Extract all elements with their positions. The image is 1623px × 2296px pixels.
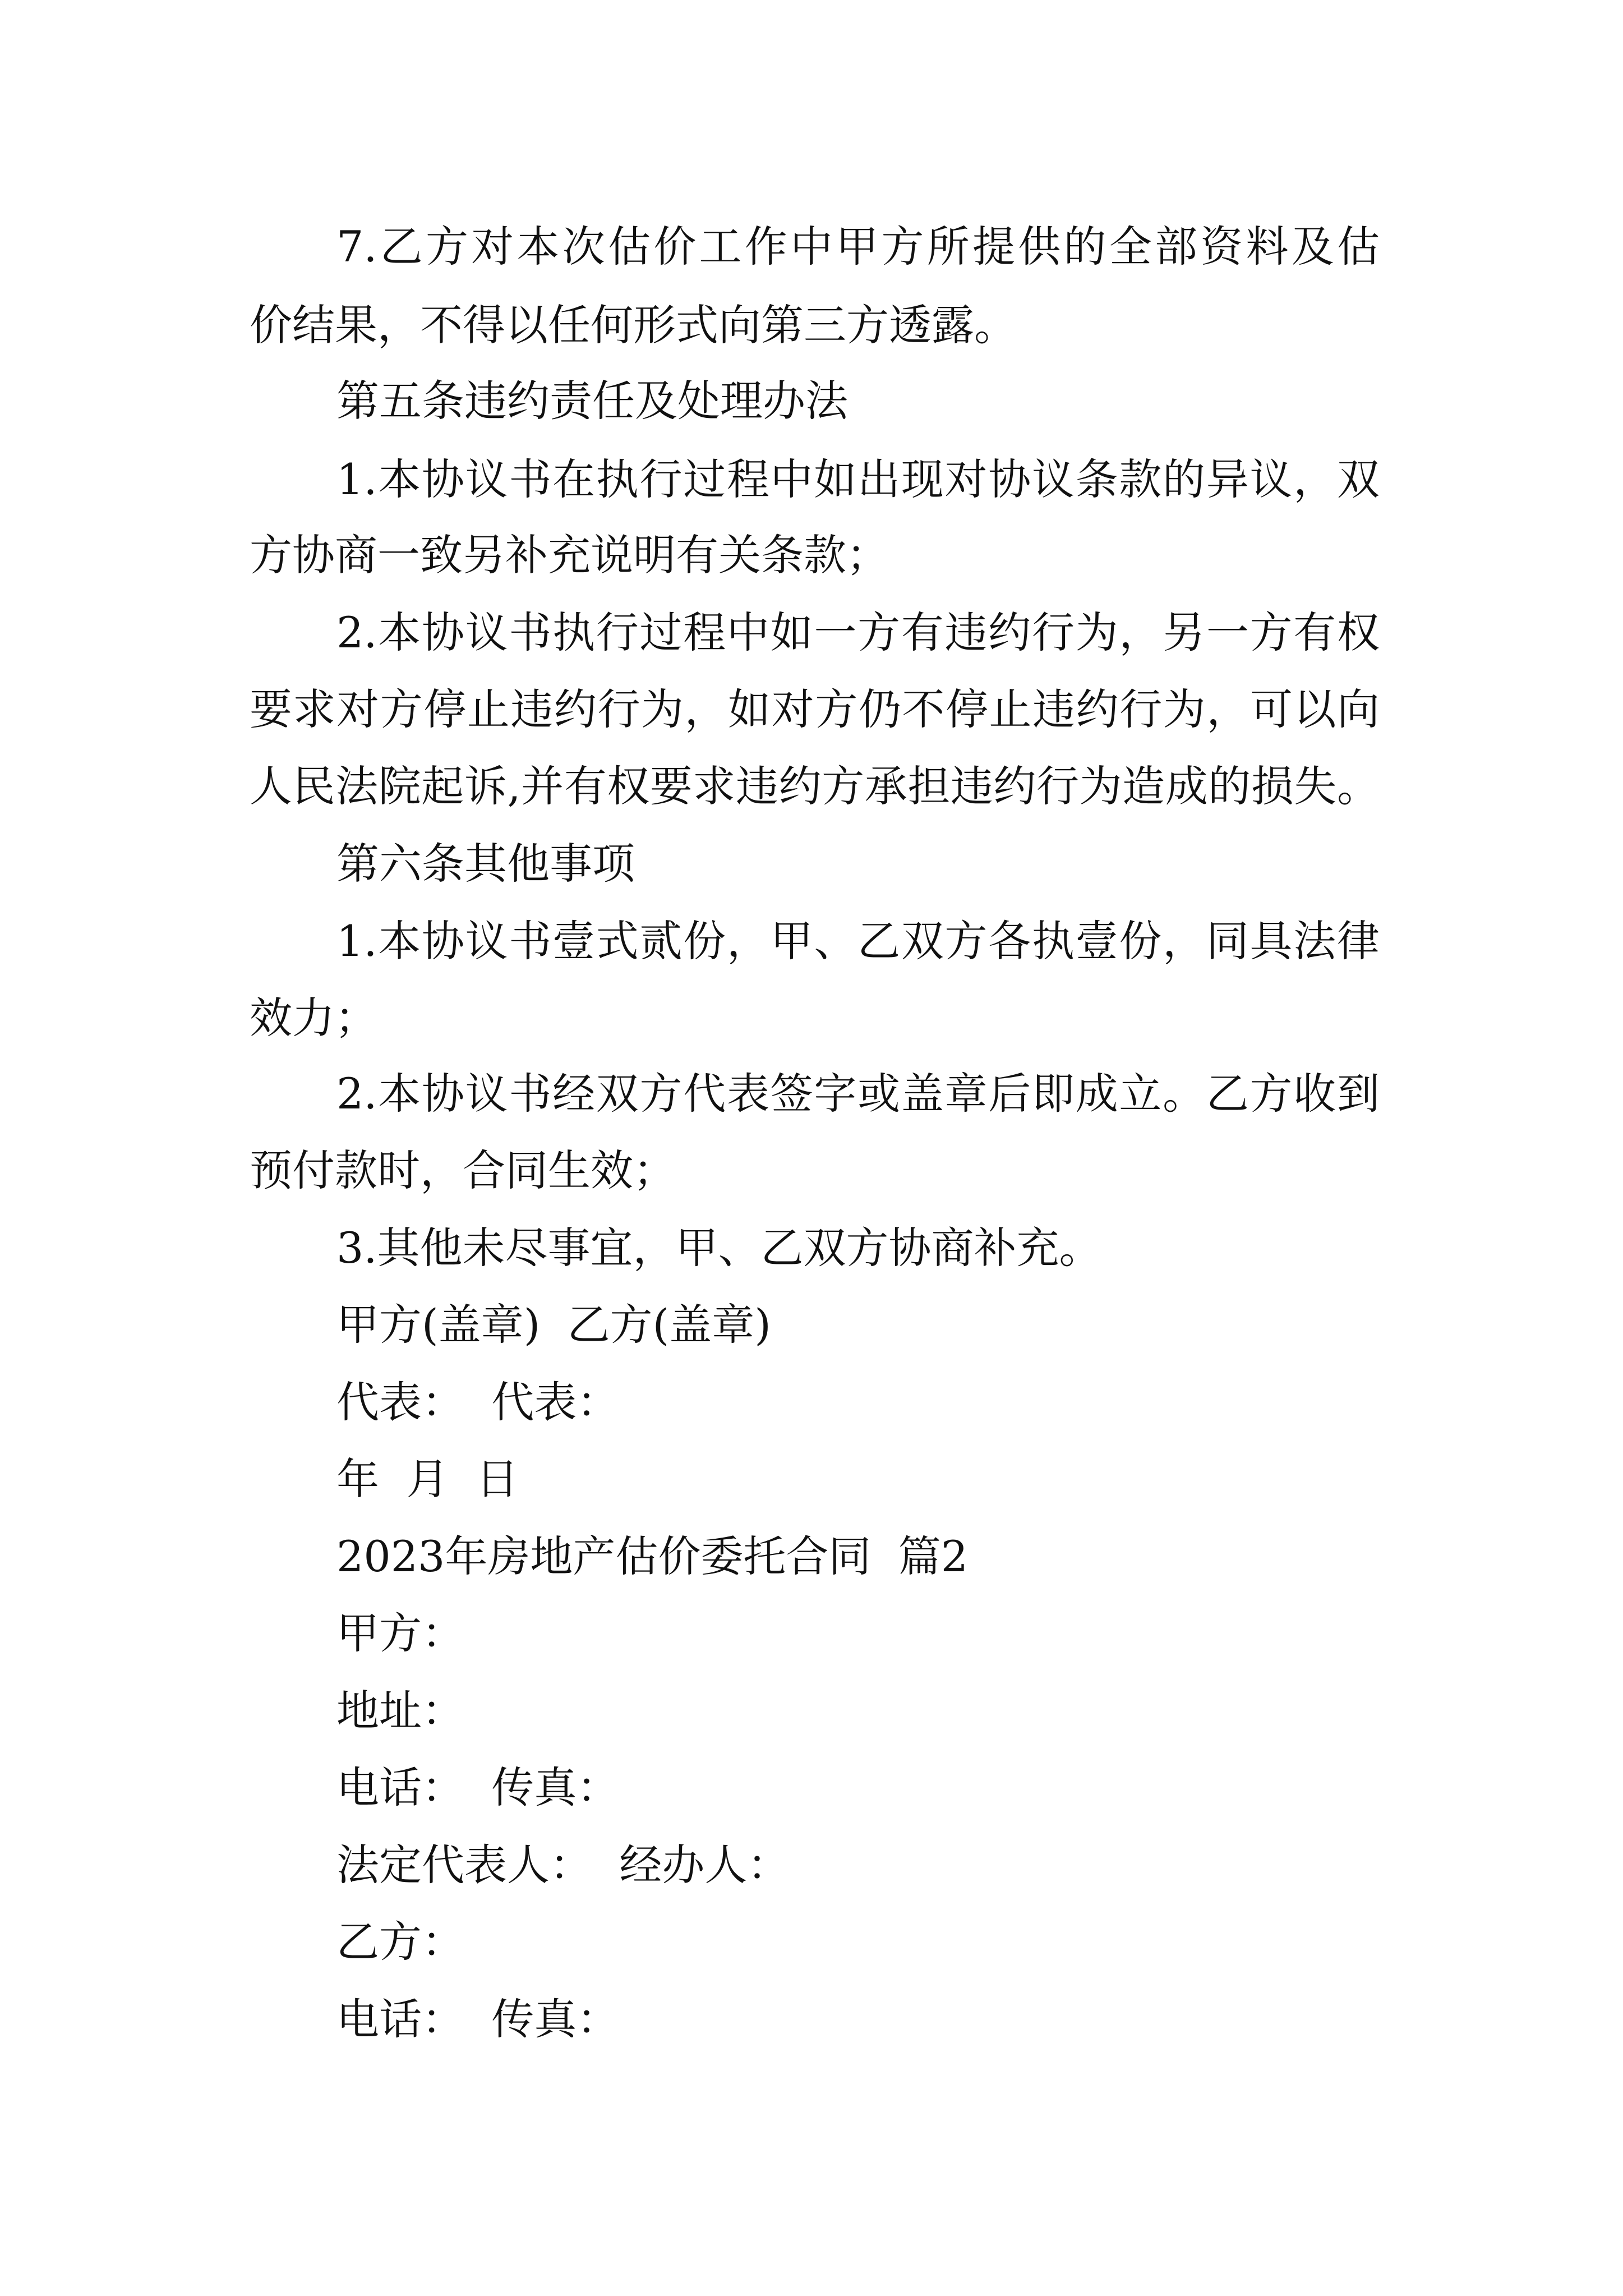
phone-fax-label-a: 电话： 传真：: [336, 1763, 620, 1812]
phone-fax-label-b: 电话： 传真：: [336, 1994, 620, 2044]
party-b-label: 乙方：: [336, 1917, 464, 1967]
seal-line: 甲方(盖章) 乙方(盖章): [336, 1300, 771, 1350]
clause-5-1-line-1: 1.本协议书在执行过程中如出现对协议条款的异议，双: [336, 454, 1380, 504]
legal-rep-handler-label: 法定代表人： 经办人：: [336, 1840, 790, 1890]
paragraph-7-line-2: 价结果，不得以任何形式向第三方透露。: [250, 300, 1017, 350]
clause-6-2-line-1: 2.本协议书经双方代表签字或盖章后即成立。乙方收到: [336, 1069, 1380, 1119]
clause-5-2-line-1: 2.本协议书执行过程中如一方有违约行为，另一方有权: [336, 608, 1380, 657]
clause-5-2-line-3: 人民法院起诉,并有权要求违约方承担违约行为造成的损失。: [250, 761, 1380, 811]
date-line: 年 月 日: [336, 1454, 519, 1504]
paragraph-7-line-1: 7.乙方对本次估价工作中甲方所提供的全部资料及估: [336, 222, 1380, 272]
clause-6-1-line-1: 1.本协议书壹式贰份，甲、乙双方各执壹份，同具法律: [336, 916, 1380, 966]
party-a-label: 甲方：: [336, 1608, 464, 1658]
clause-5-2-line-2: 要求对方停止违约行为，如对方仍不停止违约行为，可以向: [250, 684, 1380, 734]
section-heading-article-5: 第五条违约责任及处理办法: [336, 376, 848, 426]
clause-6-1-line-2: 效力；: [250, 993, 377, 1043]
representative-line: 代表： 代表：: [336, 1377, 620, 1427]
clause-5-1-line-2: 方协商一致另补充说明有关条款；: [250, 530, 889, 580]
contract-title-part-2: 2023年房地产估价委托合同 篇2: [336, 1531, 969, 1581]
clause-6-3: 3.其他未尽事宜，甲、乙双方协商补充。: [336, 1223, 1102, 1273]
clause-6-2-line-2: 预付款时，合同生效；: [250, 1145, 676, 1195]
section-heading-article-6: 第六条其他事项: [336, 839, 635, 889]
address-label: 地址：: [336, 1686, 464, 1736]
